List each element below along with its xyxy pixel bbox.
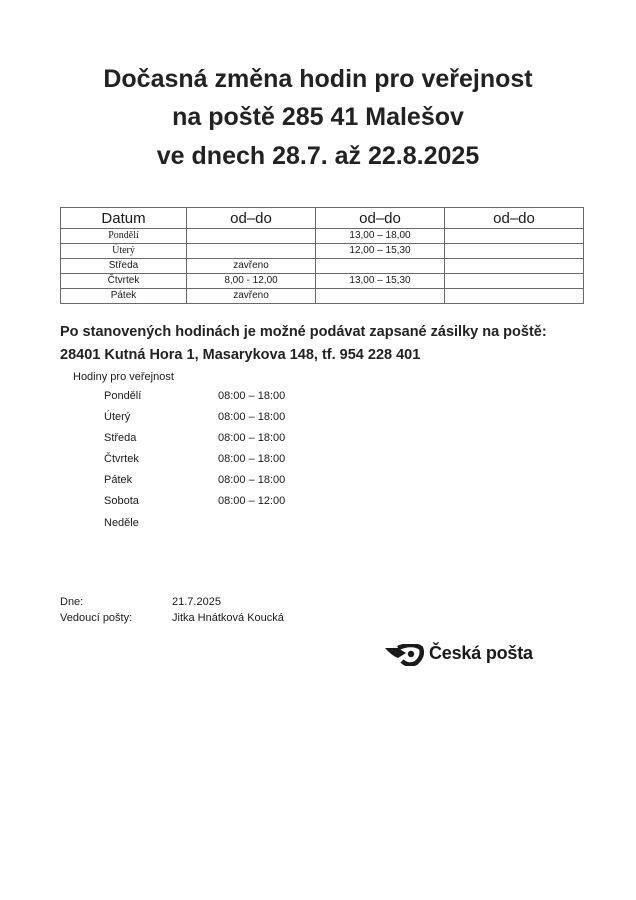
time-cell: 8,00 - 12,00 (187, 274, 316, 289)
manager-value: Jitka Hnátková Koucká (172, 612, 284, 624)
date-value: 21.7.2025 (172, 596, 221, 608)
time-cell (316, 259, 445, 274)
time-cell (445, 289, 584, 304)
schedule-table (60, 207, 584, 304)
time-cell: zavřeno (187, 259, 316, 274)
table-row (61, 289, 584, 304)
day-cell: Pátek (61, 289, 187, 304)
public-hours-title: Hodiny pro veřejnost (73, 371, 174, 383)
heading-line-2: na poště 285 41 Malešov (172, 103, 464, 131)
time-cell (445, 274, 584, 289)
hours-day: Pátek (104, 474, 133, 486)
hours-day: Úterý (104, 411, 131, 423)
time-cell (316, 289, 445, 304)
heading-line-3: ve dnech 28.7. až 22.8.2025 (156, 142, 480, 170)
notice-line-2: 28401 Kutná Hora 1, Masarykova 148, tf. 954 228 401 (60, 347, 421, 363)
time-cell (187, 244, 316, 259)
logo-name: Česká pošta (429, 643, 533, 663)
day-cell: Čtvrtek (61, 274, 187, 289)
hours-time: 08:00 – 12:00 (218, 495, 286, 507)
day-cell: Úterý (61, 244, 187, 259)
time-cell: 13,00 – 15,30 (316, 274, 445, 289)
time-cell: 12,00 – 15,30 (316, 244, 445, 259)
header-datum: Datum (61, 208, 187, 229)
hours-day: Neděle (104, 517, 139, 529)
notice-line-1: Po stanovených hodinách je možné podávat zapsané zásilky na poště: (60, 324, 547, 340)
hours-day: Středa (104, 432, 137, 444)
heading-line-1: Dočasná změna hodin pro veřejnost (103, 65, 533, 93)
header-od-do-1: od–do (187, 208, 316, 229)
table-row (61, 274, 584, 289)
table-row (61, 229, 584, 244)
time-cell: 13,00 – 18,00 (316, 229, 445, 244)
time-cell: zavřeno (187, 289, 316, 304)
date-line (60, 596, 221, 608)
time-cell (445, 229, 584, 244)
day-cell: Pondělí (61, 229, 187, 244)
time-cell (445, 259, 584, 274)
time-cell (187, 229, 316, 244)
hours-time: 08:00 – 18:00 (218, 453, 286, 465)
table-row (61, 259, 584, 274)
hours-time: 08:00 – 18:00 (218, 432, 286, 444)
date-label: Dne: (60, 596, 84, 608)
posthorn-icon (384, 644, 424, 666)
hours-time: 08:00 – 18:00 (218, 390, 286, 402)
hours-time: 08:00 – 18:00 (218, 411, 286, 423)
day-cell: Středa (61, 259, 187, 274)
hours-day: Sobota (104, 495, 139, 507)
header-od-do-2: od–do (316, 208, 445, 229)
manager-line (60, 612, 284, 624)
hours-time: 08:00 – 18:00 (218, 474, 286, 486)
hours-day: Čtvrtek (104, 453, 139, 465)
manager-label: Vedoucí pošty: (60, 612, 133, 624)
header-od-do-3: od–do (445, 208, 584, 229)
schedule-header-row (61, 208, 584, 229)
hours-day: Pondělí (104, 390, 142, 402)
table-row (61, 244, 584, 259)
time-cell (445, 244, 584, 259)
